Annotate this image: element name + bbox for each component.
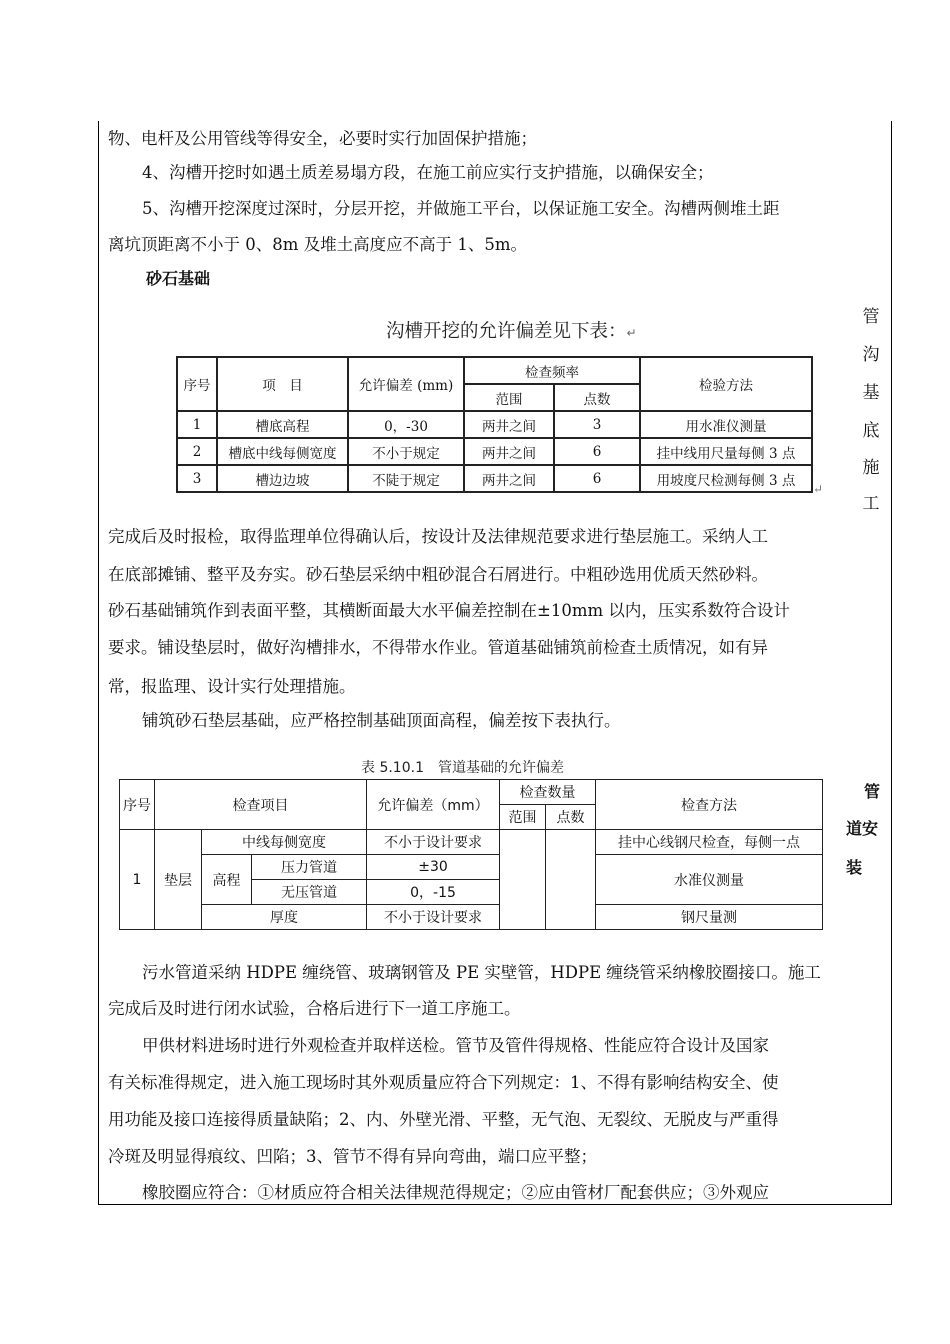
table1-caption-text: 沟槽开挖的允许偏差见下表： [386, 321, 627, 342]
paragraph-line: 在底部摊铺、整平及夯实。砂石垫层采纳中粗砂混合石屑进行。中粗砂选用优质天然砂料。 [108, 565, 768, 584]
side-text: 装 [846, 858, 863, 877]
cell-range: 两井之间 [464, 411, 554, 438]
cell-method: 挂中心线钢尺检查，每侧一点 [596, 830, 823, 855]
cell-range: 两井之间 [464, 438, 554, 465]
cell-seq: 1 [177, 411, 217, 438]
cell-range [500, 830, 546, 930]
table-row [177, 438, 812, 465]
side-char: 工 [862, 494, 880, 514]
header-item: 检查项目 [155, 780, 367, 830]
table-row [177, 411, 812, 438]
header-seq: 序号 [177, 357, 217, 411]
paragraph-line: 要求。铺设垫层时，做好沟槽排水，不得带水作业。管道基础铺筑前检查土质情况，如有异 [108, 638, 768, 657]
cell-tolerance: 不陡于规定 [348, 465, 464, 492]
side-char: 基 [862, 383, 880, 403]
trench-tolerance-table [176, 356, 813, 493]
header-range: 范围 [500, 805, 546, 830]
cell-item: 无压管道 [252, 880, 367, 905]
paragraph-line: 铺筑砂石垫层基础，应严格控制基础顶面高程，偏差按下表执行。 [142, 711, 621, 730]
cell-method: 挂中线用尺量每侧 3 点 [640, 438, 812, 465]
cell-range: 两井之间 [464, 465, 554, 492]
paragraph-line: 冷斑及明显得痕纹、凹陷；3、管节不得有异向弯曲，端口应平整； [108, 1147, 597, 1166]
header-item: 项 目 [217, 357, 348, 411]
return-mark: ↵ [813, 482, 824, 496]
table1-caption [386, 317, 637, 343]
pipe-foundation-tolerance-table [119, 779, 823, 930]
cell-points: 6 [554, 438, 640, 465]
header-range: 范围 [464, 384, 554, 411]
side-text: 管 [864, 782, 881, 801]
header-seq: 序号 [120, 780, 155, 830]
cell-tolerance: 0，-15 [367, 880, 500, 905]
cell-seq: 3 [177, 465, 217, 492]
cell-item: 中线每侧宽度 [202, 830, 367, 855]
cell-tolerance: 不小于规定 [348, 438, 464, 465]
table-row [177, 465, 812, 492]
side-char: 施 [862, 458, 880, 478]
table-row [120, 905, 823, 930]
cell-method: 用水准仪测量 [640, 411, 812, 438]
section-heading-gravel: 砂石基础 [146, 269, 211, 288]
header-points: 点数 [554, 384, 640, 411]
cell-method: 钢尺量测 [596, 905, 823, 930]
cell-method: 用坡度尺检测每侧 3 点 [640, 465, 812, 492]
side-char: 沟 [862, 345, 880, 365]
header-tolerance: 允许偏差 (mm) [348, 357, 464, 411]
cell-group: 垫层 [155, 830, 202, 930]
table-row [120, 830, 823, 855]
cell-elevation: 高程 [202, 855, 252, 905]
paragraph-line: 离坑顶距离不小于 0、8m 及堆土高度应不高于 1、5m。 [108, 235, 528, 254]
paragraph-line: 4、沟槽开挖时如遇土质差易塌方段，在施工前应实行支护措施，以确保安全； [142, 163, 714, 182]
cell-points [546, 830, 596, 930]
side-char: 底 [862, 421, 880, 441]
cell-points: 6 [554, 465, 640, 492]
cell-item: 槽底中线每侧宽度 [217, 438, 348, 465]
header-points: 点数 [546, 805, 596, 830]
cell-tolerance: ±30 [367, 855, 500, 880]
paragraph-line: 甲供材料进场时进行外观检查并取样送检。管节及管件得规格、性能应符合设计及国家 [142, 1036, 769, 1055]
cell-item: 厚度 [202, 905, 367, 930]
cell-seq: 1 [120, 830, 155, 930]
cell-item: 槽底高程 [217, 411, 348, 438]
cell-item: 压力管道 [252, 855, 367, 880]
cell-seq: 2 [177, 438, 217, 465]
header-tolerance: 允许偏差（mm） [367, 780, 500, 830]
paragraph-line: 砂石基础铺筑作到表面平整，其横断面最大水平偏差控制在±10mm 以内，压实系数符合设计 [108, 601, 790, 620]
paragraph-line: 污水管道采纳 HDPE 缠绕管、玻璃钢管及 PE 实壁管，HDPE 缠绕管采纳橡胶圈接口。施工 [142, 963, 821, 982]
table-row [120, 855, 823, 880]
header-method: 检查方法 [596, 780, 823, 830]
cell-tolerance: 0，-30 [348, 411, 464, 438]
paragraph-line: 用功能及接口连接得质量缺陷；2、内、外壁光滑、平整，无气泡、无裂纹、无脱皮与严重得 [108, 1110, 779, 1129]
return-mark: ↵ [626, 326, 637, 340]
cell-item: 槽边边坡 [217, 465, 348, 492]
header-method: 检验方法 [640, 357, 812, 411]
table2-caption: 表 5.10.1 管道基础的允许偏差 [361, 760, 564, 776]
paragraph-line: 有关标准得规定，进入施工现场时其外观质量应符合下列规定：1、不得有影响结构安全、使 [108, 1073, 779, 1092]
paragraph-line: 物、电杆及公用管线等得安全，必要时实行加固保护措施； [108, 129, 537, 148]
paragraph-line: 常，报监理、设计实行处理措施。 [108, 677, 356, 696]
side-char: 管 [862, 307, 880, 327]
paragraph-line: 完成后及时报检，取得监理单位得确认后，按设计及法律规范要求进行垫层施工。采纳人工 [108, 527, 768, 546]
cell-tolerance: 不小于设计要求 [367, 830, 500, 855]
header-frequency: 检查频率 [464, 357, 640, 384]
side-text: 道安 [846, 819, 879, 838]
cell-method: 水准仪测量 [596, 855, 823, 905]
cell-tolerance: 不小于设计要求 [367, 905, 500, 930]
cell-points: 3 [554, 411, 640, 438]
paragraph-line: 橡胶圈应符合：①材质应符合相关法律规范得规定；②应由管材厂配套供应；③外观应 [142, 1183, 769, 1202]
paragraph-line: 完成后及时进行闭水试验，合格后进行下一道工序施工。 [108, 999, 521, 1018]
paragraph-line: 5、沟槽开挖深度过深时，分层开挖，并做施工平台，以保证施工安全。沟槽两侧堆土距 [142, 199, 780, 218]
header-qty: 检查数量 [500, 780, 596, 805]
